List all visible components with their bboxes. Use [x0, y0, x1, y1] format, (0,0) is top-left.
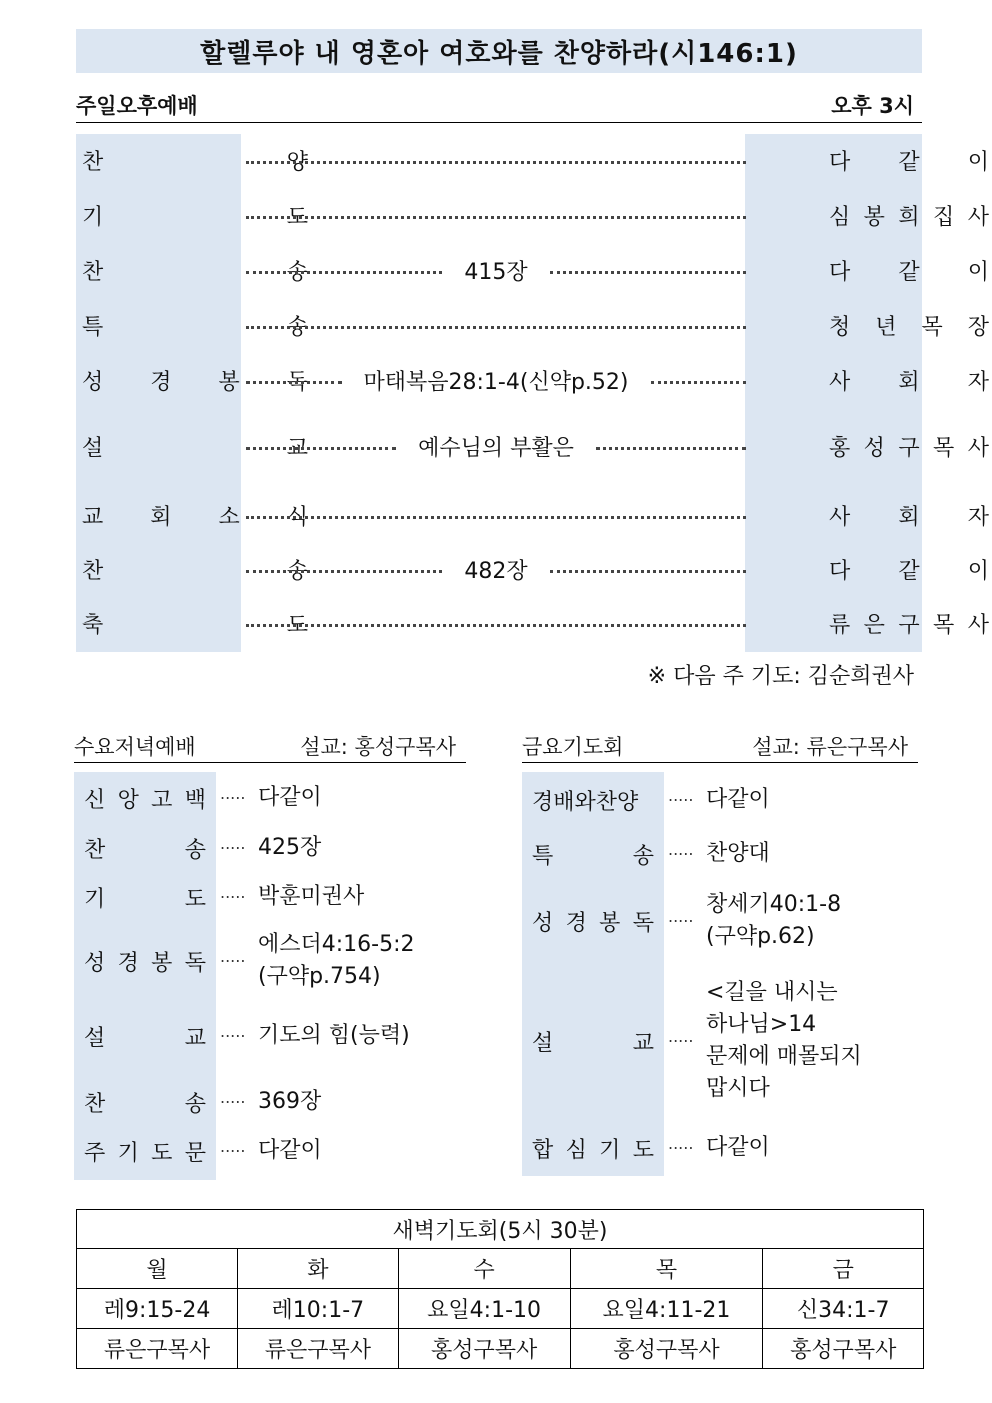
order-label — [84, 877, 206, 917]
next-week-prayer-note: ※ 다음 주 기도: 김순희권사 — [647, 664, 914, 689]
order-label-char: 기 — [84, 886, 106, 912]
order-leader-char: 류 — [829, 612, 851, 638]
order-label — [84, 828, 206, 868]
friday-order-row — [522, 977, 922, 1105]
sunday-order-row — [76, 549, 989, 589]
dot-leader — [246, 570, 442, 573]
order-value-line: 다같이 — [706, 1135, 770, 1160]
wednesday-order-row — [74, 1131, 474, 1171]
order-leader-char: 구 — [898, 435, 920, 461]
order-label-char: 독 — [184, 950, 206, 976]
order-leader-char: 사 — [967, 204, 989, 230]
order-label-char: 도 — [286, 612, 308, 638]
order-label-char: 기 — [117, 1140, 139, 1166]
order-label-char: 독 — [286, 369, 308, 395]
order-leader — [829, 603, 989, 643]
friday-order-row — [522, 834, 922, 874]
order-detail — [246, 250, 746, 290]
day-cell: 금 — [763, 1249, 924, 1289]
wednesday-order-row — [74, 877, 474, 917]
sunday-order-row — [76, 603, 989, 643]
order-label-char: 심 — [565, 1137, 587, 1163]
order-value — [706, 838, 916, 870]
sunday-service-time: 오후 3시 — [831, 94, 914, 118]
wednesday-order-row — [74, 778, 474, 818]
order-label-char: 송 — [184, 1091, 206, 1117]
order-detail — [246, 426, 746, 466]
order-label-char: 설 — [84, 1025, 106, 1051]
order-label-char: 합 — [532, 1137, 554, 1163]
order-detail — [246, 603, 746, 643]
order-leader-char: 목 — [933, 612, 955, 638]
order-leader-char: 봉 — [863, 204, 885, 230]
sunday-service-title: 주일오후예배 — [76, 94, 198, 118]
order-detail — [246, 195, 746, 235]
wednesday-order-row — [74, 828, 474, 868]
order-value — [706, 1132, 916, 1164]
friday-preacher: 설교: 류은구목사 — [752, 735, 908, 759]
order-leader-char: 회 — [898, 369, 920, 395]
order-leader-char: 다 — [829, 259, 851, 285]
order-leader-char: 심 — [829, 204, 851, 230]
order-label — [532, 1128, 654, 1168]
order-value-line: 369장 — [258, 1089, 322, 1114]
wednesday-order-row — [74, 1016, 474, 1056]
order-detail-text: 예수님의 부활은 — [418, 435, 574, 461]
order-label-char: 교 — [632, 1030, 654, 1056]
dawn-days-row — [77, 1249, 924, 1289]
order-value-line: <길을 내시는 — [706, 980, 838, 1005]
order-detail-text: 마태복음28:1-4(신약p.52) — [363, 369, 629, 395]
order-value — [258, 1020, 468, 1052]
order-leader-char: 사 — [967, 612, 989, 638]
order-label-char: 도 — [184, 886, 206, 912]
order-label-char: 주 — [84, 1140, 106, 1166]
order-value — [706, 977, 916, 1105]
order-value-line: (구약p.62) — [706, 924, 815, 949]
order-leader-char: 같 — [898, 149, 920, 175]
order-value-line: (구약p.754) — [258, 964, 381, 989]
order-label — [84, 1082, 206, 1122]
order-label-char: 고 — [151, 787, 173, 813]
order-value-line: 다같이 — [258, 1138, 322, 1163]
order-label-char: 성 — [84, 950, 106, 976]
order-value-line: 다같이 — [706, 787, 770, 812]
day-cell: 목 — [570, 1249, 763, 1289]
order-value-line: 박훈미권사 — [258, 884, 365, 909]
order-label — [532, 780, 654, 820]
order-label-char: 봉 — [218, 369, 240, 395]
order-value-line: 하나님>14 — [706, 1012, 817, 1037]
order-leader-char: 이 — [967, 259, 989, 285]
order-leader-char: 장 — [967, 314, 989, 340]
order-label-char: 소 — [218, 504, 240, 530]
order-label — [532, 834, 654, 874]
day-cell: 월 — [77, 1249, 238, 1289]
order-leader — [829, 305, 989, 345]
leader-cell: 류은구목사 — [77, 1329, 238, 1369]
dot-leader — [246, 516, 746, 519]
order-leader — [829, 495, 989, 535]
order-label-char: 신 — [84, 787, 106, 813]
order-label-char: 경 — [150, 369, 172, 395]
order-leader-char: 회 — [898, 504, 920, 530]
order-label-char: 특 — [82, 314, 104, 340]
passage-cell: 레9:15-24 — [77, 1289, 238, 1329]
order-leader-char: 같 — [898, 259, 920, 285]
friday-service-title: 금요기도회 — [522, 735, 624, 759]
leader-cell: 홍성구목사 — [398, 1329, 570, 1369]
order-value-line: 맙시다 — [706, 1076, 770, 1101]
order-label-char: 문 — [184, 1140, 206, 1166]
order-label-char: 송 — [286, 558, 308, 584]
order-value-line: 기도의 힘(능력) — [258, 1023, 410, 1048]
order-value — [258, 881, 468, 913]
dot-leader — [246, 381, 342, 384]
dot-leader — [550, 271, 746, 274]
passage-cell: 레10:1-7 — [238, 1289, 399, 1329]
order-label-char: 송 — [184, 837, 206, 863]
wednesday-service-title: 수요저녁예배 — [74, 735, 196, 759]
order-label-char: 기 — [599, 1137, 621, 1163]
order-leader-char: 집 — [933, 204, 955, 230]
leader-cell: 홍성구목사 — [763, 1329, 924, 1369]
leader-cell: 류은구목사 — [238, 1329, 399, 1369]
dot-leader: ····· — [220, 1092, 246, 1112]
dot-leader — [550, 570, 746, 573]
dawn-passages-row — [77, 1289, 924, 1329]
sunday-order-row — [76, 305, 989, 345]
friday-order-row — [522, 1128, 922, 1168]
order-label-char: 식 — [286, 504, 308, 530]
order-label-char: 도 — [286, 204, 308, 230]
dot-leader — [246, 624, 746, 627]
dot-leader: ····· — [220, 1141, 246, 1161]
order-label-char: 봉 — [151, 950, 173, 976]
order-leader-char: 년 — [875, 314, 897, 340]
sunday-order-row — [76, 250, 989, 290]
order-detail — [246, 495, 746, 535]
page-title-banner: 할렐루야 내 영혼아 여호와를 찬양하라(시146:1) — [76, 29, 922, 73]
order-leader — [829, 195, 989, 235]
dot-leader — [246, 271, 442, 274]
order-label-char: 성 — [82, 369, 104, 395]
dot-leader: ····· — [668, 911, 694, 931]
dot-leader — [246, 326, 746, 329]
order-label-char: 도 — [632, 1137, 654, 1163]
order-value-line: 425장 — [258, 835, 322, 860]
dot-leader: ····· — [668, 1138, 694, 1158]
order-value — [258, 782, 468, 814]
sunday-order-row — [76, 426, 989, 466]
order-detail — [246, 305, 746, 345]
wednesday-order-row — [74, 1082, 474, 1122]
wednesday-service-header — [74, 730, 466, 763]
order-label — [84, 1016, 206, 1056]
order-detail-text: 482장 — [464, 558, 528, 584]
order-leader-char: 이 — [967, 558, 989, 584]
dawn-prayer-title: 새벽기도회(5시 30분) — [77, 1210, 924, 1249]
sunday-order-row — [76, 495, 989, 535]
sunday-order-row — [76, 140, 989, 180]
order-detail — [246, 549, 746, 589]
order-label-char: 성 — [532, 910, 554, 936]
order-detail-text: 415장 — [464, 259, 528, 285]
order-label-char: 회 — [150, 504, 172, 530]
friday-order-row — [522, 780, 922, 820]
order-leader — [829, 250, 989, 290]
dot-leader: ····· — [220, 1026, 246, 1046]
passage-cell: 요일4:11-21 — [570, 1289, 763, 1329]
order-label-char: 교 — [184, 1025, 206, 1051]
wednesday-order-row — [74, 929, 474, 993]
dot-leader — [651, 381, 747, 384]
dot-leader — [246, 447, 396, 450]
order-leader-char: 사 — [829, 504, 851, 530]
order-leader-char: 성 — [863, 435, 885, 461]
order-leader — [829, 426, 989, 466]
day-cell: 화 — [238, 1249, 399, 1289]
dot-leader: ····· — [668, 790, 694, 810]
dot-leader — [246, 216, 746, 219]
dawn-leaders-row — [77, 1329, 924, 1369]
order-leader — [829, 360, 989, 400]
order-label-char: 교 — [82, 504, 104, 530]
order-leader-char: 이 — [967, 149, 989, 175]
order-label-char: 설 — [82, 435, 104, 461]
order-detail — [246, 140, 746, 180]
order-label-char: 송 — [632, 843, 654, 869]
order-label-char: 도 — [151, 1140, 173, 1166]
order-label — [84, 778, 206, 818]
order-label-char: 백 — [184, 787, 206, 813]
order-value — [258, 1086, 468, 1118]
sunday-service-header — [76, 88, 922, 123]
order-label-char: 교 — [286, 435, 308, 461]
order-value — [258, 929, 468, 993]
order-leader-char: 구 — [898, 612, 920, 638]
dot-leader: ····· — [668, 844, 694, 864]
order-label-char: 설 — [532, 1030, 554, 1056]
order-label-char: 봉 — [599, 910, 621, 936]
order-label-char: 특 — [532, 843, 554, 869]
dot-leader: ····· — [220, 887, 246, 907]
dot-leader — [596, 447, 746, 450]
order-leader-char: 자 — [967, 369, 989, 395]
order-label-char: 기 — [82, 204, 104, 230]
dot-leader: ····· — [668, 1031, 694, 1051]
order-leader-char: 다 — [829, 558, 851, 584]
order-label-char: 경배와찬양 — [532, 789, 639, 815]
order-label-char: 송 — [286, 259, 308, 285]
passage-cell: 신34:1-7 — [763, 1289, 924, 1329]
order-label-char: 앙 — [117, 787, 139, 813]
day-cell: 수 — [398, 1249, 570, 1289]
passage-cell: 요일4:1-10 — [398, 1289, 570, 1329]
order-leader-char: 자 — [967, 504, 989, 530]
order-label-char: 찬 — [84, 837, 106, 863]
friday-label-column — [522, 772, 664, 1176]
order-label-char: 찬 — [82, 149, 104, 175]
order-value — [258, 832, 468, 864]
order-label-char: 경 — [565, 910, 587, 936]
order-leader-char: 사 — [967, 435, 989, 461]
order-value-line: 창세기40:1-8 — [706, 892, 842, 917]
wednesday-preacher: 설교: 홍성구목사 — [300, 735, 456, 759]
friday-service-header — [522, 730, 918, 763]
order-leader-char: 홍 — [829, 435, 851, 461]
order-label-char: 독 — [632, 910, 654, 936]
dot-leader: ····· — [220, 788, 246, 808]
dot-leader — [246, 161, 746, 164]
order-label-char: 송 — [286, 314, 308, 340]
order-value — [706, 784, 916, 816]
order-value — [706, 889, 916, 953]
order-value-line: 문제에 매몰되지 — [706, 1044, 862, 1069]
order-leader — [829, 140, 989, 180]
order-value-line: 찬양대 — [706, 841, 770, 866]
order-value-line: 다같이 — [258, 785, 322, 810]
order-leader-char: 같 — [898, 558, 920, 584]
leader-cell: 홍성구목사 — [570, 1329, 763, 1369]
order-leader-char: 다 — [829, 149, 851, 175]
order-leader-char: 희 — [898, 204, 920, 230]
order-label — [532, 977, 654, 1105]
order-leader-char: 은 — [863, 612, 885, 638]
order-label-char: 경 — [117, 950, 139, 976]
order-label — [84, 1131, 206, 1171]
dot-leader: ····· — [220, 951, 246, 971]
order-detail — [246, 360, 746, 400]
order-leader — [829, 549, 989, 589]
order-value — [258, 1135, 468, 1167]
order-label — [532, 889, 654, 953]
order-label-char: 찬 — [82, 259, 104, 285]
dawn-prayer-table — [76, 1209, 924, 1369]
order-label-char: 양 — [286, 149, 308, 175]
friday-order-row — [522, 889, 922, 953]
order-leader-char: 청 — [829, 314, 851, 340]
order-label-char: 축 — [82, 612, 104, 638]
sunday-order-row — [76, 195, 989, 235]
order-label-char: 찬 — [82, 558, 104, 584]
dot-leader: ····· — [220, 838, 246, 858]
order-leader-char: 목 — [921, 314, 943, 340]
order-label — [84, 929, 206, 993]
sunday-order-row — [76, 360, 989, 400]
order-value-line: 에스더4:16-5:2 — [258, 932, 415, 957]
order-leader-char: 사 — [829, 369, 851, 395]
order-label-char: 찬 — [84, 1091, 106, 1117]
order-leader-char: 목 — [933, 435, 955, 461]
